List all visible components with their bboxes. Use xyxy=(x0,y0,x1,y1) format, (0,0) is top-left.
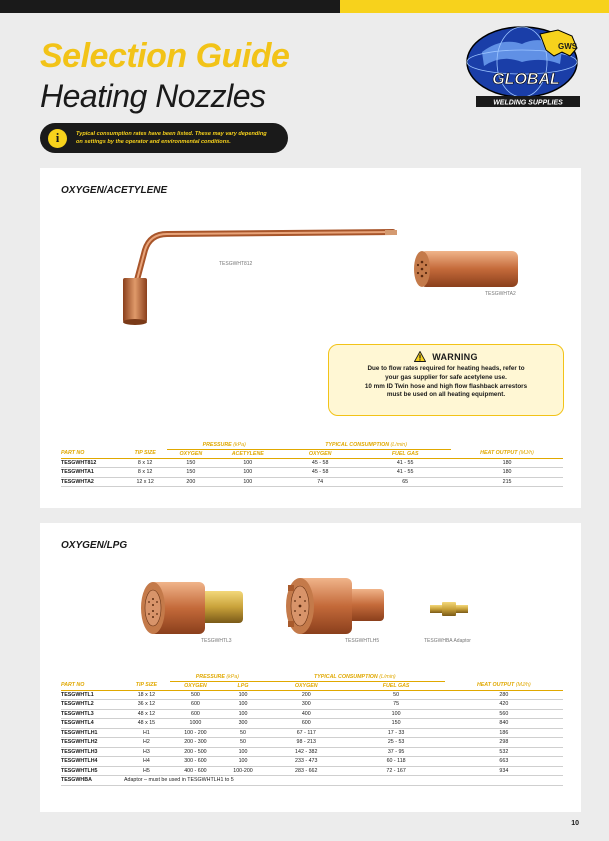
logo-brand: GLOBAL xyxy=(492,71,560,88)
note-line-1: Typical consumption rates have been listed. These may vary depending xyxy=(76,130,267,137)
warning-line-2: your gas supplier for safe acetylene use. xyxy=(385,373,507,381)
table-row: TESGWHTA2 12 x 12 200 100 74 65 215 xyxy=(61,477,563,487)
table-row: TESGWHTL4 48 x 15 1000 300 600 150 840 xyxy=(61,719,563,729)
table-row: TESGWHTLH4 H4 300 - 600 100 233 - 473 60 - 118 663 xyxy=(61,757,563,767)
oxy-lpg-table: PRESSURE (kPa) TYPICAL CONSUMPTION (L/min) PART NO TIP SIZE OXYGEN LPG OXYGEN FUEL GAS HEAT OUTPUT (MJ/h) TESGWHTL1 18 x 12 500 100 200 50 280 TESGWHTL2 36 x 12 600 100 300 75 420 TESGWHTL3 48 x 12 600 100 400 100 560 TESGWHTL4 48 x 15 1000 300 600 150 840 TESGWHTLH1 H1 100 - 200 50 67 - 117 17 - 33 186 TESGWHTLH2 H2 200 - 300 50 98 - 213 25 - 53 298 TESGWHTLH3 H3 200 - 500 100 142 - 382 37 - 95 532 TESGWHTLH4 H4 300 - 600 100 233 - 473 60 - 118 663 TESGWHTLH5 H5 400 - 600 100-200 283 - 662 72 - 167 934 TESGWHBA Adaptor – must be used in TESGWHTLH1 to 5 xyxy=(61,673,563,786)
page-number: 10 xyxy=(571,820,579,827)
product-label-tesgwhta2: TESGWHTA2 xyxy=(485,291,516,297)
page-title: Selection Guide xyxy=(40,37,290,75)
oxy-lpg-section xyxy=(40,523,581,812)
gws-logo xyxy=(462,22,590,114)
table-row-adaptor: TESGWHBA Adaptor – must be used in TESGWHTLH1 to 5 xyxy=(61,776,563,786)
top-bar-dark xyxy=(0,0,340,13)
warning-triangle-icon xyxy=(414,351,426,362)
adaptor-fitting-icon xyxy=(428,599,470,619)
oxy-acetylene-section xyxy=(40,168,581,508)
table-row: TESGWHTLH2 H2 200 - 300 50 98 - 213 25 - 53 298 xyxy=(61,738,563,748)
page-subtitle: Heating Nozzles xyxy=(40,78,266,114)
table-row: TESGWHTLH1 H1 100 - 200 50 67 - 117 17 - 33 186 xyxy=(61,728,563,738)
warning-line-3: 10 mm ID Twin hose and high flow flashback arrestors xyxy=(364,382,528,390)
rosebud-nozzle-tip-icon xyxy=(412,248,522,290)
table-row: TESGWHTL2 36 x 12 600 100 300 75 420 xyxy=(61,700,563,710)
warning-box xyxy=(328,344,564,416)
product-label-tesgwhtlh5: TESGWHTLH5 xyxy=(345,638,380,644)
table-row: TESGWHTL3 48 x 12 600 100 400 100 560 xyxy=(61,709,563,719)
section-title-oxy-acetylene: OXYGEN/ACETYLENE xyxy=(61,185,168,196)
table-row: TESGWHT812 8 x 12 150 100 45 - 58 41 - 55 180 xyxy=(61,458,563,468)
top-bar-accent xyxy=(340,0,609,13)
logo-tagline: WELDING SUPPLIES xyxy=(493,99,563,107)
warning-line-1: Due to flow rates required for heating heads, refer to xyxy=(367,365,525,372)
section-title-oxy-lpg: OXYGEN/LPG xyxy=(61,540,128,551)
product-label-tesgwhtl3: TESGWHTL3 xyxy=(201,638,232,644)
product-label-tesgwht812: TESGWHT812 xyxy=(219,261,253,267)
table-header-row: PART NO TIP SIZE OXYGEN ACETYLENE OXYGEN FUEL GAS HEAT OUTPUT (MJ/h) xyxy=(61,449,563,458)
product-label-tesgwhba: TESGWHBA Adaptor xyxy=(424,638,471,644)
bent-heating-nozzle-icon xyxy=(105,220,405,328)
warning-title: WARNING xyxy=(432,351,478,362)
logo-badge: GWS xyxy=(558,42,578,51)
table-row: TESGWHTLH5 H5 400 - 600 100-200 283 - 662 72 - 167 934 xyxy=(61,766,563,776)
info-icon: i xyxy=(48,129,67,148)
note-line-2: on settings by the operator and environmental conditions. xyxy=(76,139,231,145)
table-row: TESGWHTA1 8 x 12 150 100 45 - 58 41 - 55 180 xyxy=(61,468,563,478)
table-header-row: PART NO TIP SIZE OXYGEN LPG OXYGEN FUEL GAS HEAT OUTPUT (MJ/h) xyxy=(61,681,563,690)
oxy-acetylene-table: PRESSURE (kPa) TYPICAL CONSUMPTION (L/min) PART NO TIP SIZE OXYGEN ACETYLENE OXYGEN FUEL GAS HEAT OUTPUT (MJ/h) TESGWHT812 8 x 12 150 100 45 - 58 41 - 55 180 TESGWHTA1 8 x 12 150 100 45 - 58 41 - 55 180 TESGWHTA2 12 x 12 200 100 74 65 215 xyxy=(61,441,563,487)
lpg-heavy-nozzle-tip-icon xyxy=(280,575,388,637)
lpg-nozzle-tip-icon xyxy=(137,579,247,637)
table-row: TESGWHTL1 18 x 12 500 100 200 50 280 xyxy=(61,690,563,700)
warning-line-4: must be used on all heating equipment. xyxy=(386,391,506,399)
consumption-note xyxy=(40,123,288,153)
table-row: TESGWHTLH3 H3 200 - 500 100 142 - 382 37 - 95 532 xyxy=(61,747,563,757)
